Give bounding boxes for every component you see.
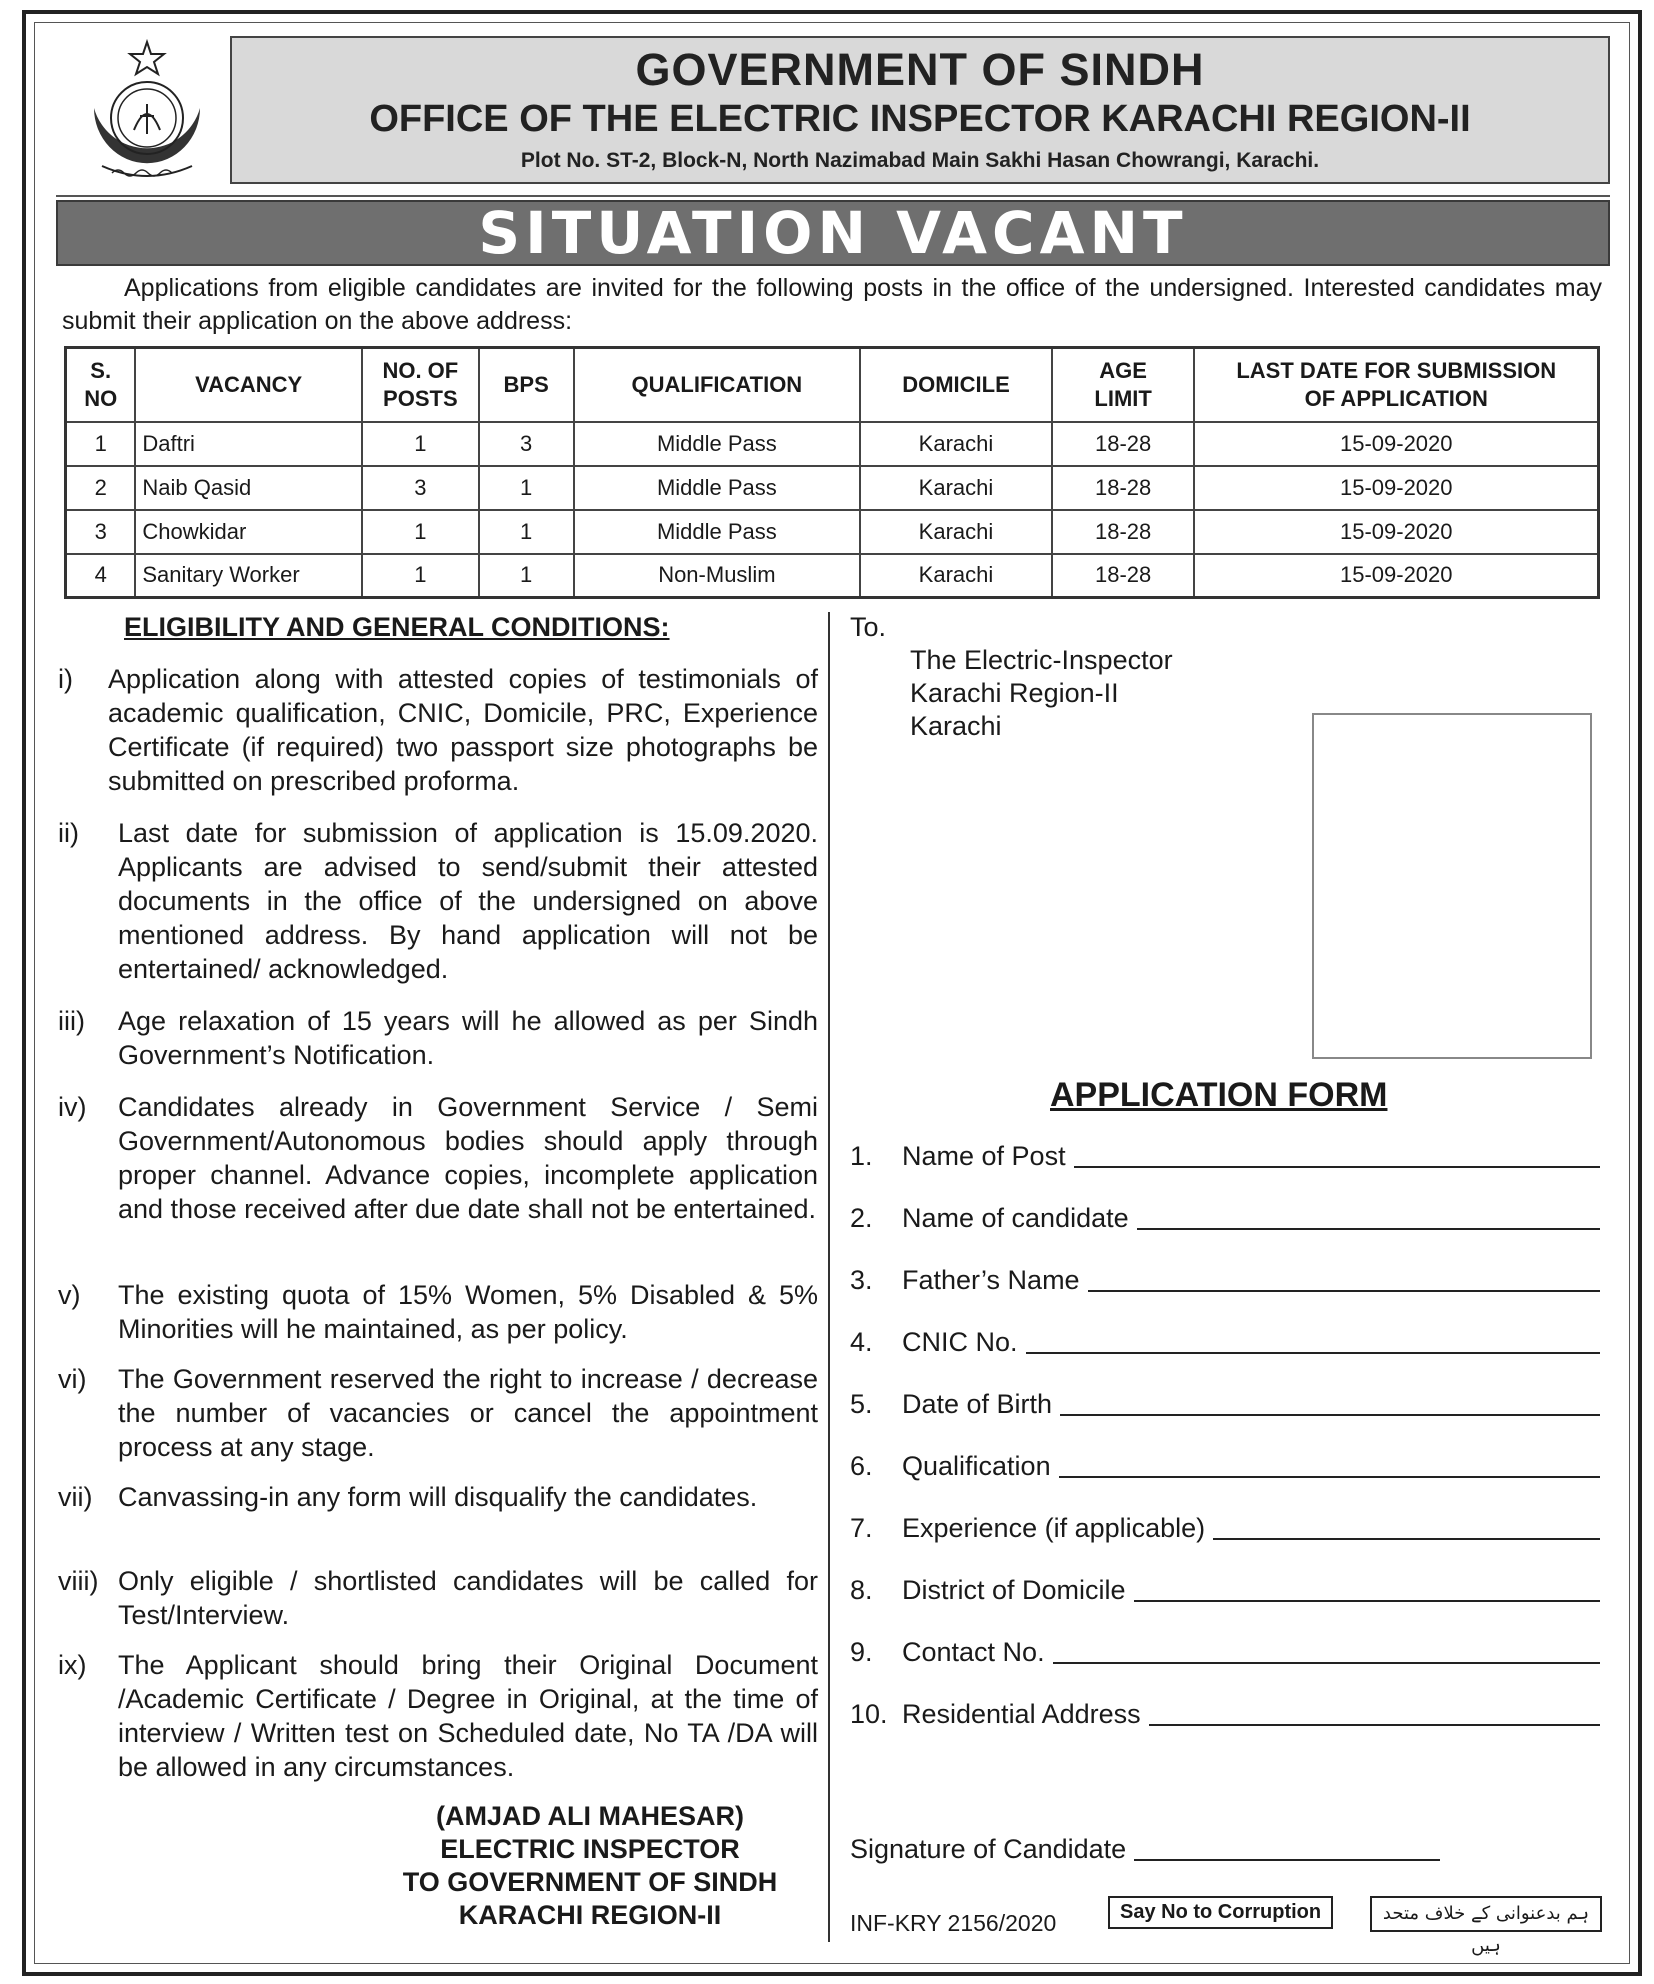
field-label: Name of candidate [902,1203,1129,1233]
form-field-residential-address [850,1698,1600,1730]
cell-sno: 3 [66,510,136,554]
field-number: 1. [850,1141,873,1171]
header-vacancy: VACANCY [135,348,362,422]
header-sno: S. NO [66,348,136,422]
field-blank-line[interactable] [1088,1268,1600,1292]
cell-last-date: 15-09-2020 [1194,466,1598,510]
field-label: CNIC No. [902,1327,1018,1357]
cell-qualification: Middle Pass [574,466,861,510]
signature-field [850,1834,1440,1865]
cell-posts: 1 [362,510,479,554]
condition-number: ix) [58,1650,87,1680]
signatory-region: KARACHI REGION-II [458,1900,722,1930]
cell-last-date: 15-09-2020 [1194,554,1598,598]
condition-item [58,1004,818,1072]
condition-text: Age relaxation of 15 years will he allowed as per Sindh Government’s Notification. [118,1006,818,1070]
field-number: 5. [850,1389,873,1419]
office-address: Plot No. ST-2, Block-N, North Nazimabad Main Sakhi Hasan Chowrangi, Karachi. [520,149,1320,172]
field-blank-line[interactable] [1149,1702,1600,1726]
header-domicile: DOMICILE [860,348,1052,422]
field-label: Name of Post [902,1141,1066,1171]
signatory-designation: ELECTRIC INSPECTOR [440,1834,740,1864]
field-number: 6. [850,1451,873,1481]
field-label: District of Domicile [902,1575,1126,1605]
header-bps: BPS [479,348,574,422]
condition-item [58,1648,818,1784]
condition-item [58,1480,818,1514]
table-row [66,466,1599,510]
field-number: 8. [850,1575,873,1605]
intro-paragraph: Applications from eligible candidates are invited for the following posts in the office of the undersigned. Interested candidates may submit their application on the above address: [62,274,1602,335]
signatory-block [340,1800,840,1932]
cell-last-date: 15-09-2020 [1194,510,1598,554]
condition-item [58,1564,818,1632]
condition-number: iv) [58,1092,87,1122]
banner-title: SITUATION VACANT [478,199,1188,267]
condition-number: vii) [58,1482,93,1512]
field-blank-line[interactable] [1059,1454,1600,1478]
field-blank-line[interactable] [1213,1516,1600,1540]
signatory-name: (AMJAD ALI MAHESAR) [436,1801,744,1831]
condition-number: ii) [58,818,79,848]
cell-vacancy: Sanitary Worker [135,554,362,598]
condition-item [58,816,818,986]
cell-bps: 1 [479,510,574,554]
header-last-date: LAST DATE FOR SUBMISSION OF APPLICATION [1194,348,1598,422]
cell-domicile: Karachi [860,466,1052,510]
cell-posts: 1 [362,554,479,598]
recipient-line: Karachi Region-II [910,678,1119,708]
field-label: Experience (if applicable) [902,1513,1206,1543]
form-field-contact-no [850,1636,1600,1668]
cell-qualification: Middle Pass [574,422,861,466]
cell-domicile: Karachi [860,554,1052,598]
condition-text: The Government reserved the right to increase / decrease the number of vacancies or cancel the appointment process at any stage. [118,1364,818,1462]
cell-age: 18-28 [1052,422,1195,466]
condition-text: Only eligible / shortlisted candidates will be called for Test/Interview. [118,1566,818,1630]
condition-number: viii) [58,1566,99,1596]
header-divider [56,195,1610,197]
form-field-fathers-name [850,1264,1600,1296]
cell-vacancy: Daftri [135,422,362,466]
condition-text: Last date for submission of application is 15.09.2020. Applicants are advised to send/submit their attested documents in the office of the undersigned on above mentioned address. By hand application will not be entertained/ acknowledged. [118,818,818,984]
sindh-government-emblem [72,38,222,196]
cell-posts: 1 [362,422,479,466]
table-row [66,510,1599,554]
form-field-experience [850,1512,1600,1544]
field-label: Residential Address [902,1699,1141,1729]
field-blank-line[interactable] [1060,1392,1600,1416]
inf-reference: INF-KRY 2156/2020 [850,1910,1057,1936]
recipient-address [910,644,1173,743]
to-label: To. [850,612,887,642]
condition-number: vi) [58,1364,87,1394]
cell-sno: 1 [66,422,136,466]
condition-text: The existing quota of 15% Women, 5% Disabled & 5% Minorities will he maintained, as per policy. [118,1280,818,1344]
signatory-org: TO GOVERNMENT OF SINDH [402,1867,778,1897]
form-field-qualification [850,1450,1600,1482]
field-number: 4. [850,1327,873,1357]
office-title: OFFICE OF THE ELECTRIC INSPECTOR KARACHI REGION-II [369,98,1471,140]
condition-text: Canvassing-in any form will disqualify the candidates. [118,1482,758,1512]
cell-domicile: Karachi [860,510,1052,554]
photo-box [1312,713,1592,1059]
cell-bps: 1 [479,466,574,510]
field-blank-line[interactable] [1053,1640,1600,1664]
condition-number: v) [58,1280,81,1310]
recipient-line: The Electric-Inspector [910,645,1173,675]
field-label: Qualification [902,1451,1051,1481]
form-field-name-of-post [850,1140,1600,1172]
condition-item [58,1090,818,1226]
cell-qualification: Middle Pass [574,510,861,554]
form-field-name-of-candidate [850,1202,1600,1234]
cell-vacancy: Naib Qasid [135,466,362,510]
header-qualification: QUALIFICATION [574,348,861,422]
field-number: 3. [850,1265,873,1295]
field-number: 9. [850,1637,873,1667]
table-row [66,554,1599,598]
field-blank-line[interactable] [1074,1144,1600,1168]
field-blank-line[interactable] [1026,1330,1600,1354]
cell-sno: 2 [66,466,136,510]
condition-text: Candidates already in Government Service / Semi Government/Autonomous bodies should apply through proper channel. Advance copies, incomplete application and those received after due date shall not be entertained. [118,1092,818,1224]
condition-item [58,1362,818,1464]
field-label: Contact No. [902,1637,1045,1667]
field-number: 2. [850,1203,873,1233]
cell-posts: 3 [362,466,479,510]
condition-item [58,662,818,798]
cell-sno: 4 [66,554,136,598]
field-blank-line[interactable] [1134,1578,1600,1602]
urdu-slogan-badge: ہم بدعنوانی کے خلاف متحد ہیں [1370,1896,1602,1932]
column-divider [828,612,830,1942]
eligibility-title: ELIGIBILITY AND GENERAL CONDITIONS: [124,612,670,642]
condition-item [58,1278,818,1346]
cell-age: 18-28 [1052,510,1195,554]
table-header-row [66,348,1599,422]
cell-age: 18-28 [1052,466,1195,510]
header-posts: NO. OF POSTS [362,348,479,422]
field-number: 10. [850,1699,888,1729]
application-form-title: APPLICATION FORM [1050,1076,1388,1114]
say-no-to-corruption-badge: Say No to Corruption [1108,1896,1333,1929]
field-number: 7. [850,1513,873,1543]
cell-age: 18-28 [1052,554,1195,598]
condition-number: i) [58,664,73,694]
vacancy-table [64,346,1600,599]
cell-bps: 1 [479,554,574,598]
table-row [66,422,1599,466]
field-blank-line[interactable] [1137,1206,1600,1230]
form-field-cnic [850,1326,1600,1358]
recipient-line: Karachi [910,711,1002,741]
header-box [230,36,1610,184]
condition-text: Application along with attested copies of testimonials of academic qualification, CNIC, Domicile, PRC, Experience Certificate (if required) two passport size photographs be submitted on prescribed proforma. [108,664,818,796]
cell-vacancy: Chowkidar [135,510,362,554]
form-field-date-of-birth [850,1388,1600,1420]
condition-text: The Applicant should bring their Original Document /Academic Certificate / Degree in Original, at the time of interview / Written test on Scheduled date, No TA /DA will be allowed in any circumstances. [118,1650,818,1782]
condition-number: iii) [58,1006,85,1036]
cell-domicile: Karachi [860,422,1052,466]
cell-qualification: Non-Muslim [574,554,861,598]
field-label: Date of Birth [902,1389,1053,1419]
signature-label: Signature of Candidate [850,1834,1127,1864]
government-title: GOVERNMENT OF SINDH [635,44,1205,95]
signature-blank-line[interactable] [1134,1837,1440,1861]
form-field-district-of-domicile [850,1574,1600,1606]
situation-vacant-banner [56,200,1610,266]
cell-bps: 3 [479,422,574,466]
cell-last-date: 15-09-2020 [1194,422,1598,466]
header-age: AGE LIMIT [1052,348,1195,422]
field-label: Father’s Name [902,1265,1080,1295]
